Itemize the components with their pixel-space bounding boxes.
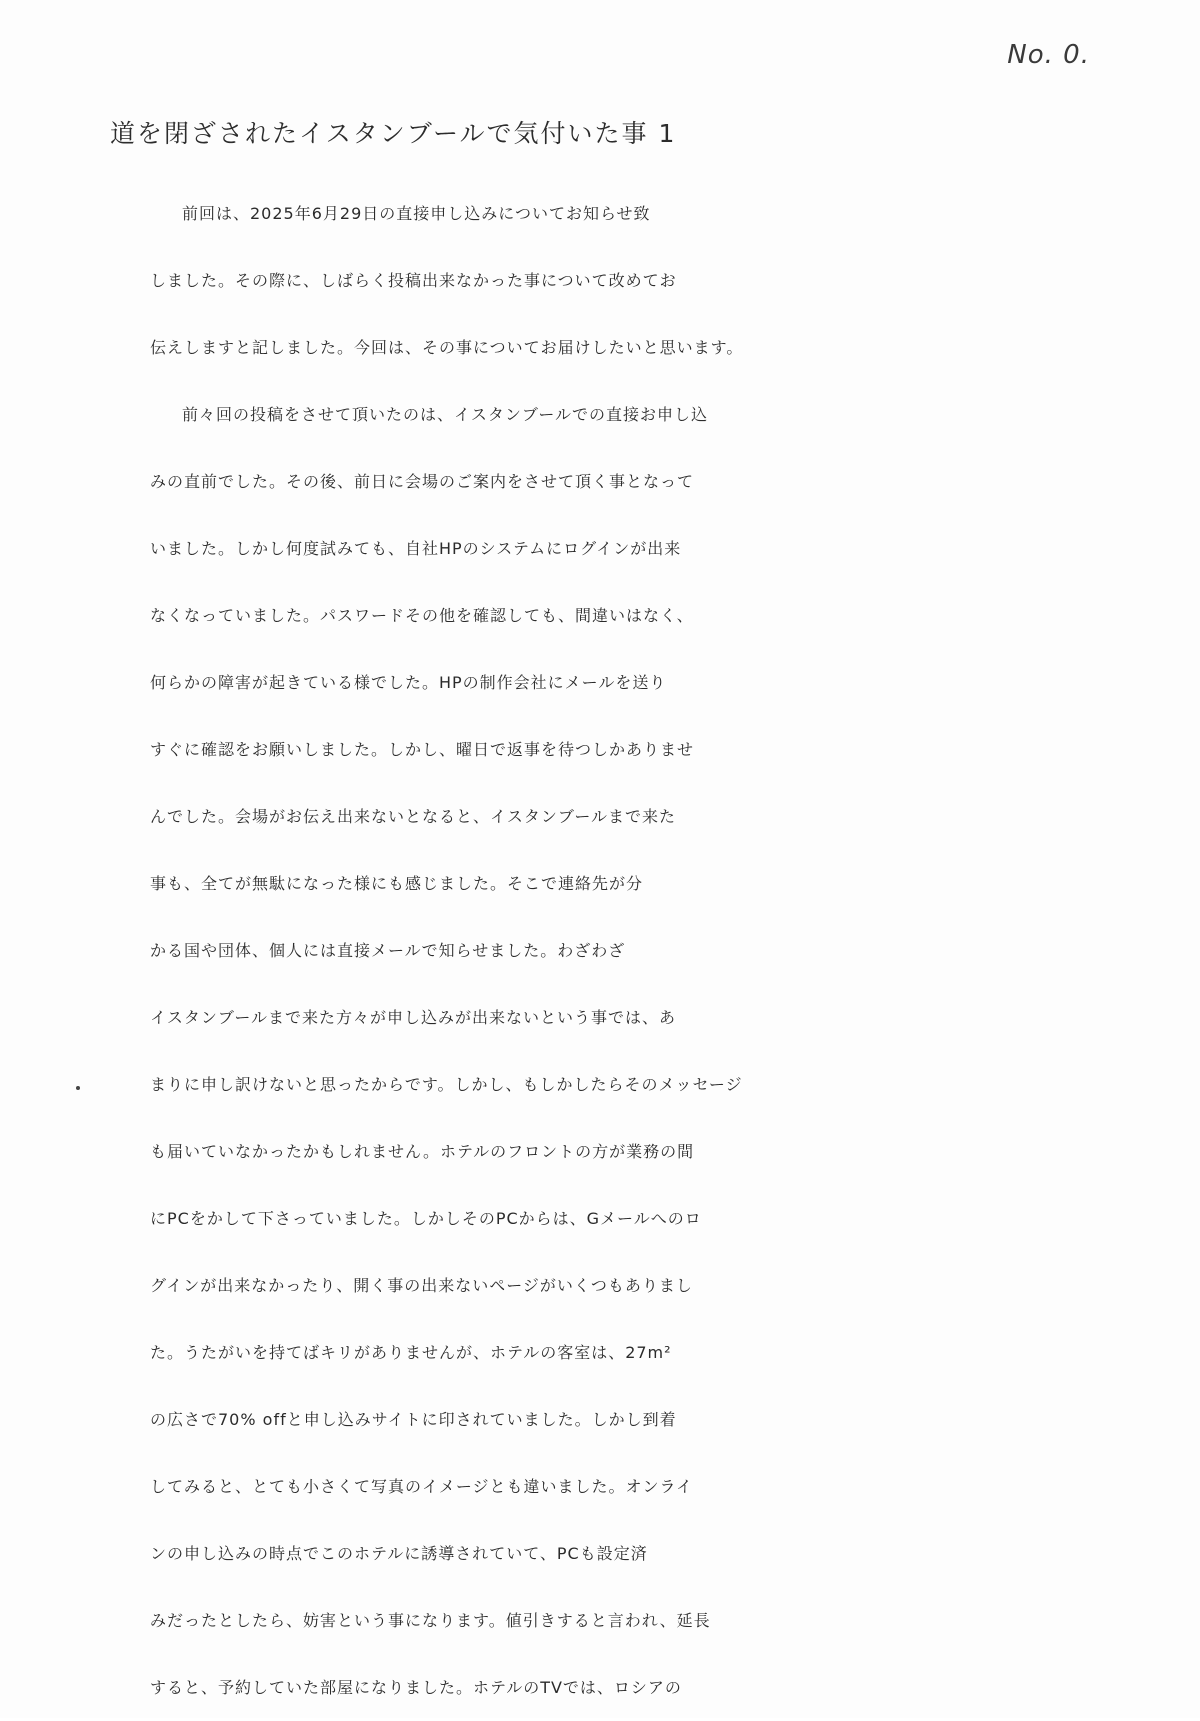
text-line: 何らかの障害が起きている様でした。HPの制作会社にメールを送り: [150, 673, 667, 692]
page-number: No. 0.: [1007, 40, 1090, 70]
text-line: しました。その際に、しばらく投稿出来なかった事について改めてお: [150, 271, 677, 290]
text-line: みの直前でした。その後、前日に会場のご案内をさせて頂く事となって: [150, 472, 695, 491]
text-line: なくなっていました。パスワードその他を確認しても、間違いはなく、: [150, 606, 694, 625]
text-line: 前回は、2025年6月29日の直接申し込みについてお知らせ致: [182, 204, 651, 223]
text-line: かる国や団体、個人には直接メールで知らせました。わざわざ: [150, 941, 626, 960]
page-title: 道を閉ざされたイスタンブールで気付いた事 1: [110, 119, 677, 148]
ink-speck: [76, 1086, 80, 1090]
text-line: た。うたがいを持てばキリがありませんが、ホテルの客室は、27m²: [150, 1343, 672, 1362]
text-line: いました。しかし何度試みても、自社HPのシステムにログインが出来: [150, 539, 682, 558]
text-line: ンの申し込みの時点でこのホテルに誘導されていて、PCも設定済: [150, 1544, 648, 1563]
text-line: 事も、全てが無駄になった様にも感じました。そこで連絡先が分: [150, 874, 644, 893]
text-line: すると、予約していた部屋になりました。ホテルのTVでは、ロシアの: [150, 1678, 682, 1697]
text-line: 伝えしますと記しました。今回は、その事についてお届けしたいと思います。: [150, 338, 744, 357]
text-line: イスタンブールまで来た方々が申し込みが出来ないという事では、あ: [150, 1008, 677, 1027]
text-line: すぐに確認をお願いしました。しかし、曜日で返事を待つしかありませ: [150, 740, 695, 759]
text-line: にPCをかして下さっていました。しかしそのPCからは、Gメールへのロ: [150, 1209, 702, 1228]
text-line: まりに申し訳けないと思ったからです。しかし、もしかしたらそのメッセージ: [150, 1075, 743, 1094]
body-text: [150, 180, 1070, 1721]
text-line: の広さで70% offと申し込みサイトに印されていました。しかし到着: [150, 1410, 677, 1429]
text-line: してみると、とても小さくて写真のイメージとも違いました。オンライ: [150, 1477, 694, 1496]
text-line: も届いていなかったかもしれません。ホテルのフロントの方が業務の間: [150, 1142, 695, 1161]
text-line: みだったとしたら、妨害という事になります。値引きすると言われ、延長: [150, 1611, 711, 1630]
text-line: んでした。会場がお伝え出来ないとなると、イスタンブールまで来た: [150, 807, 677, 826]
text-line: 前々回の投稿をさせて頂いたのは、イスタンブールでの直接お申し込: [182, 405, 709, 424]
text-line: グインが出来なかったり、開く事の出来ないページがいくつもありまし: [150, 1276, 693, 1295]
